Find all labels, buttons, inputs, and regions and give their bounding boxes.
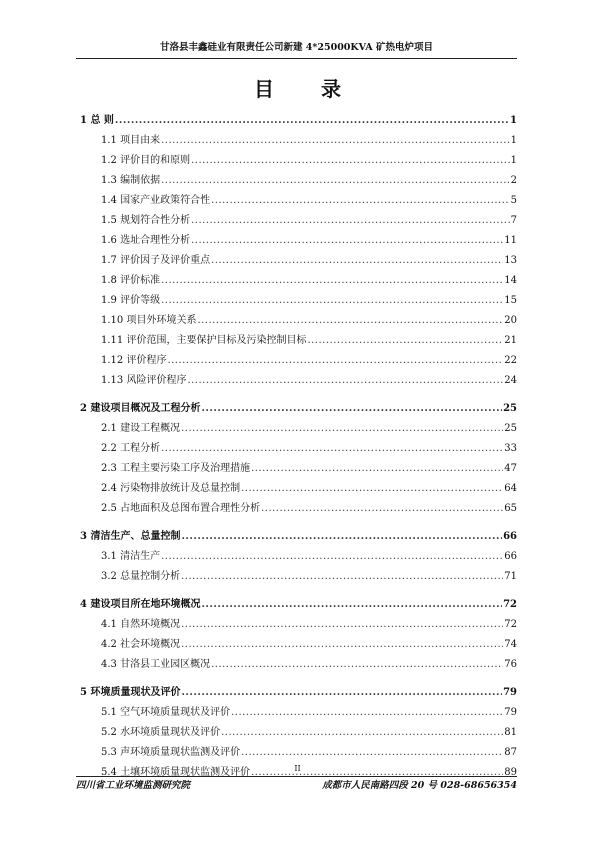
toc-entry-page: 64 (504, 483, 517, 494)
toc-entry-page: 74 (504, 639, 517, 650)
toc-dot-leader (161, 274, 503, 288)
toc-entry-label: 2.1 建设工程概况 (101, 423, 181, 434)
toc-entry-page: 21 (504, 335, 517, 346)
toc-section-entry[interactable] (80, 476, 517, 496)
toc-entry-page: 79 (503, 687, 517, 698)
toc-entry-page: 47 (504, 463, 517, 474)
toc-entry-label: 1 总 则 (80, 115, 114, 126)
toc-dot-leader (241, 746, 503, 760)
footer-institute: 四川省工业环境监测研究院 (76, 780, 191, 791)
toc-chapter-entry[interactable] (80, 592, 517, 612)
toc-entry-page: 25 (503, 403, 517, 414)
toc-chapter-entry[interactable] (80, 108, 517, 128)
toc-chapter-entry[interactable] (80, 396, 517, 416)
toc-dot-leader (251, 462, 503, 476)
toc-entry-page: 2 (510, 175, 517, 186)
toc-entry-label: 3 清洁生产、总量控制 (80, 531, 181, 542)
toc-entry-page: 89 (504, 767, 517, 778)
toc-entry-page: 1 (510, 155, 517, 166)
toc-entry-label: 3.2 总量控制分析 (101, 571, 181, 582)
toc-section-entry[interactable] (80, 632, 517, 652)
toc-dot-leader (231, 706, 503, 720)
toc-dot-leader (187, 374, 503, 388)
toc-entry-page: 1 (510, 135, 517, 146)
toc-entry-label: 5.1 空气环境质量现状及评价 (101, 707, 231, 718)
toc-dot-leader (197, 314, 503, 328)
toc-entry-label: 5.4 土壤环境质量现状监测及评价 (101, 767, 251, 778)
toc-entry-page: 25 (504, 423, 517, 434)
toc-dot-leader (115, 114, 509, 128)
running-header (76, 40, 517, 59)
toc-section-entry[interactable] (80, 436, 517, 456)
toc-entry-label: 2.5 占地面积及总图布置合理性分析 (101, 503, 261, 514)
toc-chapter-gap (80, 516, 517, 524)
toc-section-entry[interactable] (80, 208, 517, 228)
toc-dot-leader (181, 570, 503, 584)
toc-entry-label: 4 建设项目所在地环境概况 (80, 599, 201, 610)
toc-entry-label: 5.2 水环境质量现状及评价 (101, 727, 221, 738)
toc-section-entry[interactable] (80, 128, 517, 148)
toc-section-entry[interactable] (80, 348, 517, 368)
toc-entry-label: 1.5 规划符合性分析 (101, 215, 191, 226)
toc-entry-label: 1.11 评价范围，主要保护目标及污染控制目标 (101, 335, 307, 346)
toc-section-entry[interactable] (80, 188, 517, 208)
toc-entry-label: 1.10 项目外环境关系 (101, 315, 197, 326)
toc-dot-leader (181, 686, 502, 700)
toc-dot-leader (241, 482, 503, 496)
toc-chapter-gap (80, 584, 517, 592)
toc-dot-leader (221, 726, 503, 740)
toc-entry-label: 5.3 声环境质量现状监测及评价 (101, 747, 241, 758)
toc-dot-leader (191, 154, 510, 168)
toc-entry-label: 4.1 自然环境概况 (101, 619, 181, 630)
toc-entry-label: 1.4 国家产业政策符合性 (101, 195, 211, 206)
toc-entry-label: 4.2 社会环境概况 (101, 639, 181, 650)
toc-entry-page: 81 (504, 727, 517, 738)
toc-entry-label: 1.2 评价目的和原则 (101, 155, 191, 166)
toc-dot-leader (181, 422, 503, 436)
toc-dot-leader (181, 638, 503, 652)
toc-section-entry[interactable] (80, 740, 517, 760)
toc-entry-label: 5 环境质量现状及评价 (80, 687, 181, 698)
toc-chapter-entry[interactable] (80, 524, 517, 544)
table-of-contents (80, 108, 517, 780)
toc-dot-leader (161, 134, 510, 148)
toc-section-entry[interactable] (80, 368, 517, 388)
toc-section-entry[interactable] (80, 652, 517, 672)
toc-entry-page: 1 (510, 115, 517, 126)
toc-entry-label: 1.7 评价因子及评价重点 (101, 255, 211, 266)
toc-section-entry[interactable] (80, 288, 517, 308)
page-title: 目 录 (254, 77, 361, 101)
toc-section-entry[interactable] (80, 228, 517, 248)
toc-section-entry[interactable] (80, 700, 517, 720)
toc-section-entry[interactable] (80, 416, 517, 436)
toc-entry-label: 3.1 清洁生产 (101, 551, 161, 562)
toc-section-entry[interactable] (80, 248, 517, 268)
toc-entry-page: 5 (510, 195, 517, 206)
toc-dot-leader (307, 334, 503, 348)
toc-dot-leader (191, 214, 510, 228)
toc-entry-label: 1.9 评价等级 (101, 295, 161, 306)
toc-entry-page: 20 (504, 315, 517, 326)
toc-entry-label: 1.3 编制依据 (101, 175, 161, 186)
toc-entry-page: 71 (504, 571, 517, 582)
toc-dot-leader (211, 194, 510, 208)
toc-entry-label: 1.1 项目由来 (101, 135, 161, 146)
toc-entry-page: 14 (504, 275, 517, 286)
toc-dot-leader (181, 530, 502, 544)
toc-section-entry[interactable] (80, 564, 517, 584)
toc-section-entry[interactable] (80, 308, 517, 328)
header-text: 甘洛县丰鑫硅业有限责任公司新建 4*25000KVA 矿热电炉项目 (159, 42, 433, 53)
toc-entry-page: 15 (504, 295, 517, 306)
toc-dot-leader (201, 598, 502, 612)
toc-entry-page: 33 (504, 443, 517, 454)
toc-dot-leader (211, 658, 503, 672)
toc-section-entry[interactable] (80, 544, 517, 564)
toc-entry-label: 4.3 甘洛县工业园区概况 (101, 659, 211, 670)
toc-entry-page: 24 (504, 375, 517, 386)
toc-section-entry[interactable] (80, 456, 517, 476)
toc-entry-page: 76 (504, 659, 517, 670)
toc-entry-page: 87 (504, 747, 517, 758)
toc-entry-label: 2.3 工程主要污染工序及治理措施 (101, 463, 251, 474)
toc-section-entry[interactable] (80, 168, 517, 188)
toc-dot-leader (167, 354, 503, 368)
toc-entry-page: 79 (504, 707, 517, 718)
toc-section-entry[interactable] (80, 720, 517, 740)
toc-entry-label: 1.6 选址合理性分析 (101, 235, 191, 246)
toc-entry-page: 11 (504, 235, 517, 246)
toc-dot-leader (201, 402, 502, 416)
toc-entry-label: 1.13 风险评价程序 (101, 375, 187, 386)
toc-entry-page: 7 (510, 215, 517, 226)
page-number: II (294, 764, 301, 773)
toc-chapter-gap (80, 388, 517, 396)
toc-chapter-entry[interactable] (80, 680, 517, 700)
toc-section-entry[interactable] (80, 496, 517, 516)
toc-dot-leader (211, 254, 503, 268)
running-footer (76, 776, 517, 794)
toc-dot-leader (261, 502, 503, 516)
toc-entry-page: 65 (504, 503, 517, 514)
toc-entry-label: 1.8 评价标准 (101, 275, 161, 286)
toc-section-entry[interactable] (80, 148, 517, 168)
toc-section-entry[interactable] (80, 268, 517, 288)
toc-entry-page: 66 (504, 551, 517, 562)
toc-entry-page: 72 (504, 619, 517, 630)
toc-dot-leader (161, 294, 503, 308)
toc-dot-leader (181, 618, 503, 632)
toc-entry-label: 2 建设项目概况及工程分析 (80, 403, 201, 414)
toc-entry-label: 2.4 污染物排放统计及总量控制 (101, 483, 241, 494)
toc-chapter-gap (80, 672, 517, 680)
toc-section-entry[interactable] (80, 612, 517, 632)
toc-section-entry[interactable] (80, 328, 517, 348)
toc-dot-leader (161, 174, 510, 188)
toc-entry-page: 66 (503, 531, 517, 542)
toc-dot-leader (161, 442, 503, 456)
toc-dot-leader (161, 550, 503, 564)
toc-entry-label: 1.12 评价程序 (101, 355, 167, 366)
footer-address: 成都市人民南路四段 20 号 028-68656354 (322, 780, 517, 791)
toc-entry-page: 72 (503, 599, 517, 610)
toc-entry-page: 13 (504, 255, 517, 266)
toc-entry-page: 22 (504, 355, 517, 366)
toc-entry-label: 2.2 工程分析 (101, 443, 161, 454)
toc-dot-leader (191, 234, 503, 248)
